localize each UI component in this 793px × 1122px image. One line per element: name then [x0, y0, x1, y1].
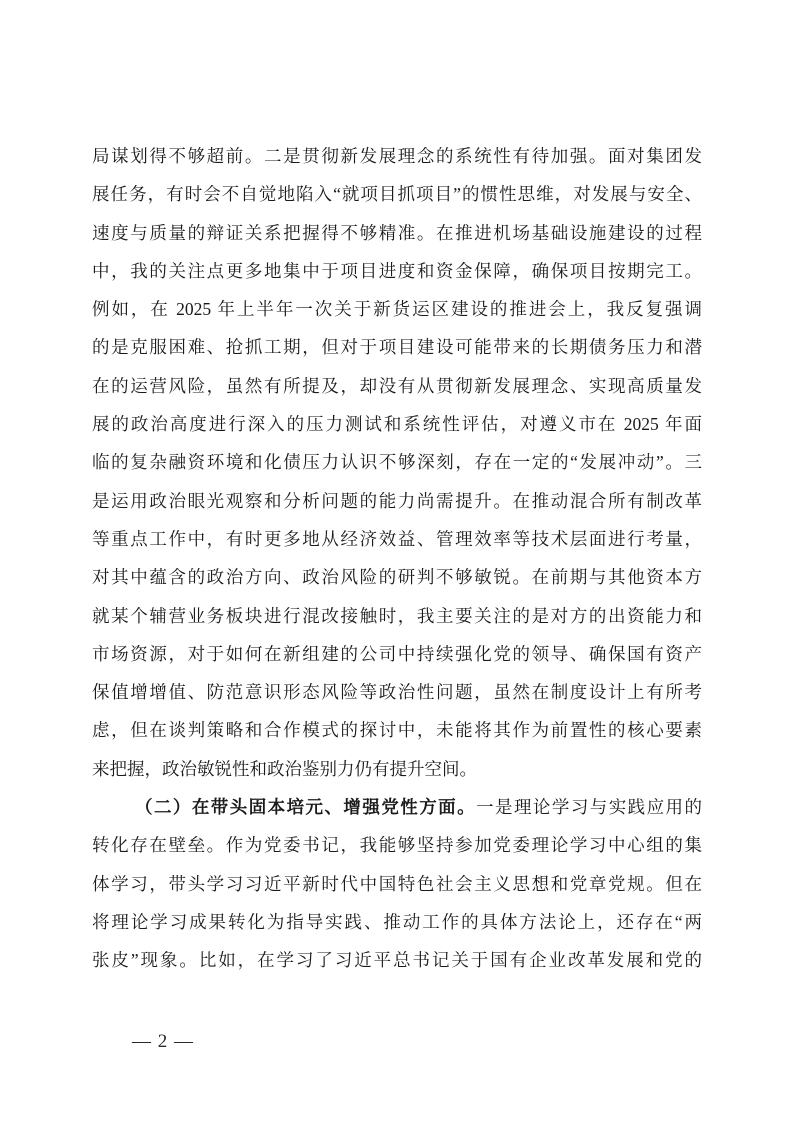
body-line: 就某个辅营业务板块进行混改接触时，我主要关注的是对方的出资能力和	[92, 605, 702, 626]
document-body	[92, 137, 702, 980]
body-line: 对其中蕴含的政治方向、政治风险的研判不够敏锐。在前期与其他资本方	[92, 567, 702, 588]
body-line: 的是克服困难、抢抓工期，但对于项目建设可能带来的长期债务压力和潜	[92, 337, 702, 358]
body-line: 例如，在 2025 年上半年一次关于新货运区建设的推进会上，我反复强调	[92, 299, 702, 320]
body-line-section-start	[92, 788, 702, 826]
body-line: 局谋划得不够超前。二是贯彻新发展理念的系统性有待加强。面对集团发	[92, 146, 702, 166]
body-line: 临的复杂融资环境和化债压力认识不够深刻，存在一定的“发展冲动”。三	[92, 452, 702, 473]
body-line: 展任务，有时会不自觉地陷入“就项目抓项目”的惯性思维，对发展与安全、	[92, 184, 702, 205]
body-line: 市场资源，对于如何在新组建的公司中持续强化党的领导、确保国有资产	[92, 643, 702, 664]
body-line: 在的运营风险，虽然有所提及，却没有从贯彻新发展理念、实现高质量发	[92, 375, 702, 396]
body-text: 一是理论学习与实践应用的	[476, 797, 702, 818]
body-line: 虑，但在谈判策略和合作模式的探讨中，未能将其作为前置性的核心要素	[92, 720, 702, 741]
body-line-paragraph-end: 来把握，政治敏锐性和政治鉴别力仍有提升空间。	[92, 758, 477, 779]
body-line: 体学习，带头学习习近平新时代中国特色社会主义思想和党章党规。但在	[92, 873, 702, 894]
page-number: — 2 —	[132, 1031, 194, 1052]
section-heading: （二）在带头固本培元、增强党性方面。	[135, 797, 477, 818]
body-line: 保值增增值、防范意识形态风险等政治性问题，虽然在制度设计上有所考	[92, 682, 702, 703]
body-line: 张皮”现象。比如，在学习了习近平总书记关于国有企业改革发展和党的	[92, 950, 702, 971]
body-line: 展的政治高度进行深入的压力测试和系统性评估，对遵义市在 2025 年面	[92, 414, 702, 435]
body-line: 是运用政治眼光观察和分析问题的能力尚需提升。在推动混合所有制改革	[92, 490, 702, 511]
body-line: 等重点工作中，有时更多地从经济效益、管理效率等技术层面进行考量，	[92, 528, 702, 549]
body-line: 将理论学习成果转化为指导实践、推动工作的具体方法论上，还存在“两	[92, 911, 702, 932]
body-line: 转化存在壁垒。作为党委书记，我能够坚持参加党委理论学习中心组的集	[92, 835, 702, 856]
body-line: 中，我的关注点更多地集中于项目进度和资金保障，确保项目按期完工。	[92, 260, 702, 281]
body-line: 速度与质量的辩证关系把握得不够精准。在推进机场基础设施建设的过程	[92, 222, 702, 243]
